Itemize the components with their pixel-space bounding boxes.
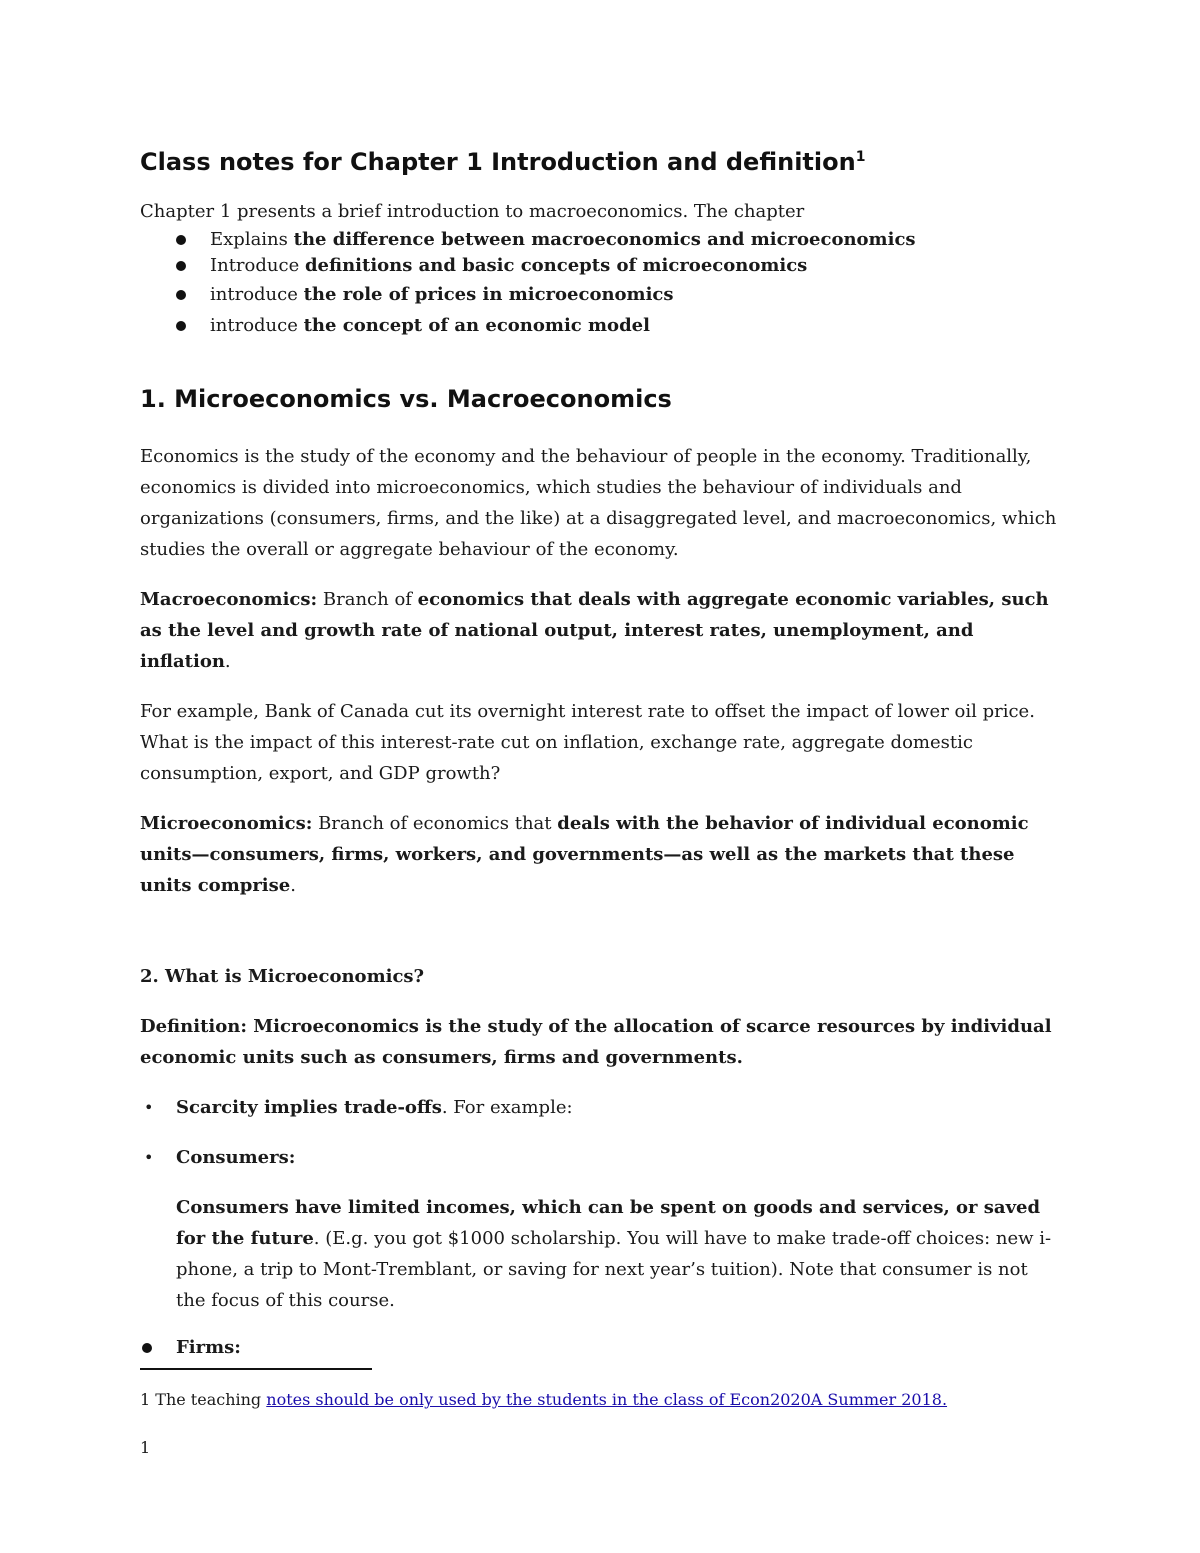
page-content xyxy=(140,142,1060,1361)
bullet-dot-icon xyxy=(142,1343,152,1353)
intro-bullet-list xyxy=(140,227,1060,341)
definition-paragraph xyxy=(140,1011,1060,1073)
footnote-prefix: The teaching xyxy=(150,1390,267,1409)
firms-bullet-list xyxy=(140,1335,1060,1361)
consumers-bullet xyxy=(140,1142,1060,1173)
intro-bullet xyxy=(140,310,1060,341)
consumers-label: Consumers: xyxy=(176,1147,296,1168)
macro-mid: Branch of xyxy=(317,589,418,610)
page-number: 1 xyxy=(140,1438,151,1457)
small-bullet-icon: • xyxy=(144,1148,154,1167)
bullet-dot-icon xyxy=(176,261,186,271)
section-2-heading: 2. What is Microeconomics? xyxy=(140,966,425,987)
micro-end: . xyxy=(290,875,296,896)
intro-bullet xyxy=(140,253,1060,279)
bullet-bold: definitions and basic concepts of microeconomics xyxy=(304,255,808,276)
bullet-bold: the concept of an economic model xyxy=(303,315,650,336)
footnote-number: 1 xyxy=(140,1390,151,1409)
bullet-dot-icon xyxy=(176,321,186,331)
footnote xyxy=(140,1386,947,1414)
firms-label: Firms: xyxy=(176,1337,241,1358)
section-2-bullet-list xyxy=(140,1092,1060,1173)
intro-line: Chapter 1 presents a brief introduction to macroeconomics. The chapter xyxy=(140,201,805,222)
bullet-prefix: introduce xyxy=(210,284,304,305)
bullet-bold: the role of prices in microeconomics xyxy=(303,284,674,305)
macro-end: . xyxy=(224,651,231,672)
footnote-separator xyxy=(140,1368,372,1370)
definition-bold: Definition: Microeconomics is the study of the allocation of scarce resources by individual economic units such as consumers, firms and governments. xyxy=(140,1016,1052,1068)
footnote-reference[interactable]: 1 xyxy=(855,149,866,165)
footnote-link[interactable]: notes should be only used by the students in the class of Econ2020A Summer 2018. xyxy=(266,1390,948,1409)
bullet-prefix: introduce xyxy=(210,315,304,336)
bullet-prefix: Explains xyxy=(210,229,294,250)
title-text: Class notes for Chapter 1 Introduction and definition xyxy=(140,148,856,176)
macro-term: Macroeconomics: xyxy=(140,589,318,610)
economics-paragraph: Economics is the study of the economy and the behaviour of people in the economy. Traditionally, economics is divided into microeconomics, which studies the behaviour of individuals and organizations (consumers, firms, and the like) at a disaggregated level, and macroeconomics, which studies the overall or aggregate behaviour of the economy. xyxy=(140,446,1057,560)
document-title xyxy=(140,142,1060,182)
firms-bullet xyxy=(140,1335,1060,1361)
bullet-dot-icon xyxy=(176,235,186,245)
micro-mid: Branch of economics that xyxy=(312,813,558,834)
intro-bullet xyxy=(140,227,1060,253)
scarcity-bold: Scarcity implies trade-offs xyxy=(176,1097,442,1118)
scarcity-rest: . For example: xyxy=(441,1097,573,1118)
scarcity-bullet xyxy=(140,1092,1060,1123)
bullet-bold: the difference between macroeconomics and microeconomics xyxy=(293,229,916,250)
bullet-dot-icon xyxy=(176,290,186,300)
bullet-prefix: Introduce xyxy=(210,255,305,276)
micro-term: Microeconomics: xyxy=(140,813,313,834)
consumers-bold: Consumers have limited incomes, which can be spent on goods and services, or saved for the future xyxy=(176,1197,1041,1249)
example-paragraph: For example, Bank of Canada cut its overnight interest rate to offset the impact of lower oil price. What is the impact of this interest-rate cut on inflation, exchange rate, aggregate domestic consumption, export, and GDP growth? xyxy=(140,701,1035,784)
micro-bold: deals with the behavior of individual economic units—consumers, firms, workers, and governments—as well as the markets that these units comprise xyxy=(140,813,1029,896)
consumers-paragraph xyxy=(176,1192,1060,1316)
consumers-rest: . (E.g. you got $1000 scholarship. You will have to make trade-off choices: new i-phone, a trip to Mont-Tremblant, or saving for next year’s tuition). Note that consumer is not the focus of this course. xyxy=(176,1228,1052,1311)
microeconomics-definition xyxy=(140,808,1060,901)
macro-bold: economics that deals with aggregate economic variables, such as the level and growth rate of national output, interest rates, unemployment, and inflation xyxy=(140,589,1049,672)
small-bullet-icon: • xyxy=(144,1098,154,1117)
section-1-heading: 1. Microeconomics vs. Macroeconomics xyxy=(140,385,672,413)
macroeconomics-definition xyxy=(140,584,1060,677)
intro-bullet xyxy=(140,279,1060,310)
